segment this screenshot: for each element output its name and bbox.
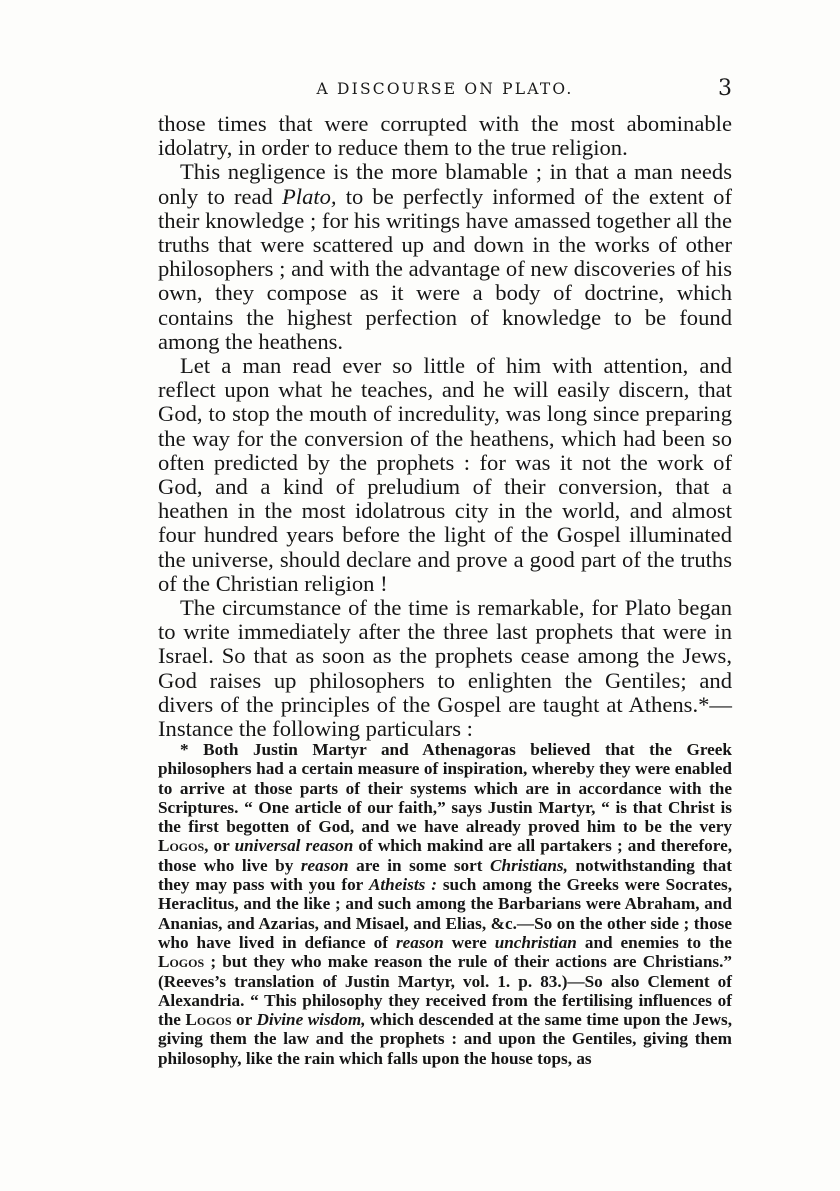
footnote-paragraph [158, 740, 732, 1068]
paragraph-2 [158, 160, 732, 354]
page-number: 3 [718, 76, 732, 101]
footnote-text-7: were [443, 932, 495, 952]
divine-wisdom-italic: Divine wisdom, [256, 1010, 366, 1030]
body-text [158, 112, 732, 741]
footnote-text-11: which descended at the same time upon the Jews, giving them the law and the prophets : and upon the Gentiles, giving them philosophy, like the rain which falls upon the house tops, as [158, 1010, 733, 1068]
paragraph-4: The circumstance of the time is remarkable, for Plato began to write immediately after the three last prophets that were in Israel. So that as soon as the prophets cease among the Jews, God raises up philosophers to enlighten the Gentiles; and divers of the principles of the Gospel are taught at Athens.*—Instance the following particulars : [158, 595, 732, 742]
footnote-text-2: , or [204, 836, 235, 856]
universal-reason-italic: universal reason [234, 836, 354, 856]
atheists-italic: Atheists : [368, 875, 437, 895]
footnote-text-6: such among the Greeks were Socrates, Heraclitus, and the like ; and such among the Barbarians were Abraham, and Ananias, and Azarias, and Misael, and Elias, &c.—So on the other side ; those who have lived in defiance of [158, 875, 732, 952]
paragraph-2-text-a: This negligence is the more blamable ; in that a man needs only to read [158, 159, 732, 209]
footnote-text-5: notwithstanding that they may pass with you for [158, 855, 732, 895]
footnote-text-3: of which makind are all partakers ; and therefore, those who live by [158, 836, 732, 875]
christians-italic: Christians, [490, 855, 568, 875]
paragraph-1: those times that were corrupted with the most abominable idolatry, in order to reduce them to the true religion. [158, 111, 732, 161]
unchristian-italic: unchristian [494, 932, 577, 952]
running-head [158, 76, 732, 106]
running-title: A DISCOURSE ON PLATO. [316, 80, 574, 98]
logos-term-2: Logos [158, 952, 205, 972]
reason-italic-1: reason [300, 855, 349, 875]
footnote [158, 740, 732, 1068]
plato-italic: Plato, [281, 183, 337, 209]
footnote-text-9: ; but they who make reason the rule of their actions are Christians.” (Reeves’s translation of Justin Martyr, vol. 1. p. 83.)—So also Clement of Alexandria. “ This philosophy they received from the fertilising influences of the [158, 952, 732, 1030]
reason-italic-2: reason [395, 932, 444, 952]
footnote-text-4: are in some sort [348, 855, 491, 875]
paragraph-2-text-b: to be perfectly informed of the extent of their knowledge ; for his writings have amassed together all the truths that were scattered up and down in the works of other philosophers ; and with the advantage of new discoveries of his own, they compose as it were a body of doctrine, which contains the highest perfection of knowledge to be found among the heathens. [158, 183, 732, 354]
footnote-text-1: * Both Justin Martyr and Athenagoras believed that the Greek philosophers had a certain measure of inspiration, whereby they were enabled to arrive at those parts of their systems which are in accordance with the Scriptures. “ One article of our faith,” says Justin Martyr, “ is that Christ is the first begotten of God, and we have already proved him to be the very [158, 740, 732, 837]
logos-term-3: Logos [185, 1010, 232, 1030]
logos-term-1: Logos [158, 836, 205, 856]
footnote-text-8: and enemies to the [576, 932, 732, 952]
paragraph-3: Let a man read ever so little of him with attention, and reflect upon what he teaches, and he will easily discern, that God, to stop the mouth of incredulity, was long since preparing the way for the conversion of the heathens, which had been so often predicted by the prophets : for was it not the work of God, and a kind of preludium of their conversion, that a heathen in the most idolatrous city in the world, and almost four hundred years before the light of the Gospel illuminated the universe, should declare and prove a good part of the truths of the Christian religion ! [158, 353, 732, 596]
footnote-text-10: or [231, 1010, 257, 1030]
